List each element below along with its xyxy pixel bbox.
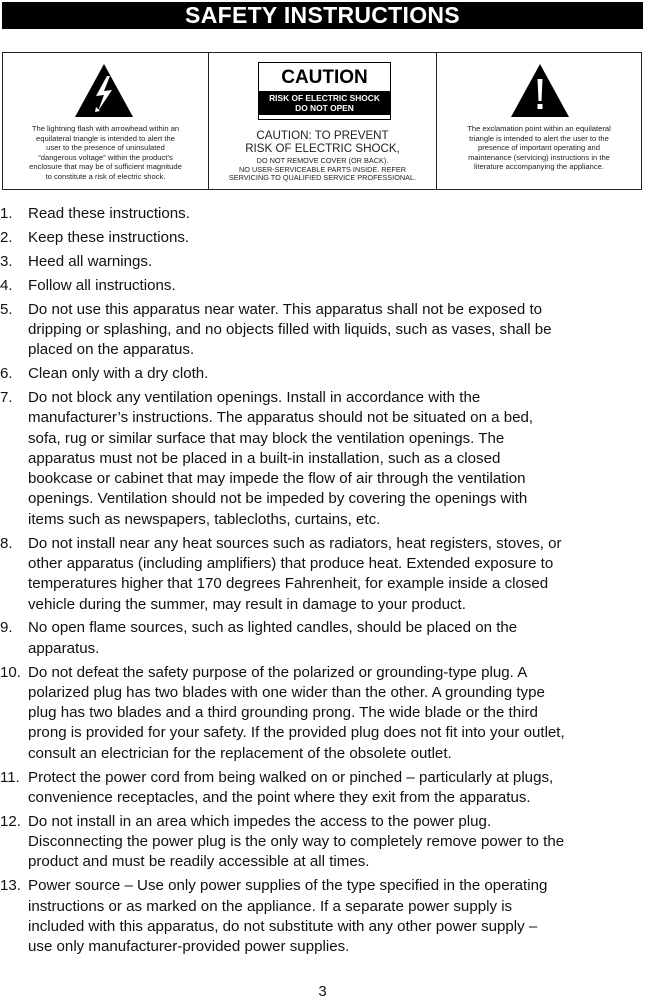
instruction-item bbox=[0, 300, 645, 361]
caution-small-line: DO NOT REMOVE COVER (OR BACK). bbox=[256, 156, 389, 165]
instruction-item bbox=[0, 276, 645, 296]
caption-line: enclosure that may be of sufficient magnitude bbox=[29, 162, 182, 172]
instruction-text bbox=[28, 252, 645, 272]
instruction-line: Follow all instructions. bbox=[28, 276, 176, 294]
instruction-line: other apparatus (including amplifiers) that produce heat. Extended exposure to bbox=[28, 554, 554, 572]
instruction-line: use only manufacturer-provided power supplies. bbox=[28, 938, 350, 956]
instruction-text bbox=[28, 812, 645, 873]
lightning-caption bbox=[7, 124, 204, 182]
instruction-number: 11. bbox=[0, 768, 20, 786]
caution-text bbox=[209, 129, 436, 155]
instruction-line: openings. Ventilation should not be impeded by covering the openings with bbox=[28, 490, 528, 508]
caption-line: The lightning flash with arrowhead within an bbox=[31, 124, 180, 133]
instruction-line: manufacturer’s instructions. The apparatus should not be situated on a bed, bbox=[28, 409, 534, 427]
instruction-line: bookcase or cabinet that may impede the flow of air through the ventilation bbox=[28, 470, 526, 488]
page-number: 3 bbox=[318, 983, 327, 1000]
caption-line: equilateral triangle is intended to alert the bbox=[36, 133, 175, 143]
instruction-number: 7. bbox=[0, 388, 13, 406]
exclamation-triangle-icon bbox=[510, 63, 570, 118]
instruction-number: 1. bbox=[0, 205, 13, 222]
instruction-line: prong is provided for your safety. If the provided plug does not fit into your outlet, bbox=[28, 724, 565, 742]
caution-strip bbox=[259, 91, 390, 115]
instruction-item bbox=[0, 663, 645, 764]
caution-strip-line: RISK OF ELECTRIC SHOCK bbox=[269, 93, 380, 103]
instruction-text bbox=[28, 663, 645, 764]
instruction-number: 9. bbox=[0, 619, 13, 637]
caution-label bbox=[258, 62, 391, 120]
instruction-number: 8. bbox=[0, 534, 13, 552]
instruction-line: Do not use this apparatus near water. This apparatus shall not be exposed to bbox=[28, 300, 543, 318]
caution-panel bbox=[209, 53, 437, 189]
instruction-item bbox=[0, 812, 645, 873]
instruction-number: 12. bbox=[0, 812, 21, 830]
instruction-line: Protect the power cord from being walked on or pinched – particularly at plugs, bbox=[28, 768, 554, 786]
exclamation-warning-panel bbox=[437, 53, 641, 189]
instruction-item bbox=[0, 228, 645, 248]
instruction-text bbox=[28, 364, 645, 384]
instruction-line: Power source – Use only power supplies of the type specified in the operating bbox=[28, 877, 548, 895]
instruction-line: Clean only with a dry cloth. bbox=[28, 365, 209, 383]
instruction-line: Do not install in an area which impedes the access to the power plug. bbox=[28, 812, 492, 830]
instruction-line: included with this apparatus, do not substitute with any other power supply – bbox=[28, 917, 538, 935]
instruction-number: 6. bbox=[0, 365, 13, 383]
instruction-text bbox=[28, 618, 645, 659]
instruction-text bbox=[28, 388, 645, 530]
instruction-text bbox=[28, 276, 645, 296]
instruction-text bbox=[28, 228, 645, 248]
instructions-list bbox=[0, 204, 645, 961]
caution-text-line: RISK OF ELECTRIC SHOCK, bbox=[245, 142, 400, 155]
instruction-item bbox=[0, 252, 645, 272]
instruction-number: 4. bbox=[0, 276, 13, 294]
instruction-line: Disconnecting the power plug is the only way to completely remove power to the bbox=[28, 833, 565, 851]
caution-small-text bbox=[209, 157, 436, 183]
lightning-warning-panel bbox=[3, 53, 209, 189]
instruction-item bbox=[0, 618, 645, 659]
exclamation-caption bbox=[441, 124, 637, 172]
instruction-line: Do not install near any heat sources such as radiators, heat registers, stoves, or bbox=[28, 534, 562, 552]
instruction-line: placed on the apparatus. bbox=[28, 341, 195, 359]
instruction-line: consult an electrician for the replacement of the obsolete outlet. bbox=[28, 744, 452, 762]
instruction-number: 3. bbox=[0, 252, 13, 270]
instruction-item bbox=[0, 876, 645, 957]
lightning-triangle-icon bbox=[74, 63, 134, 118]
caption-line: triangle is intended to alert the user to the bbox=[469, 133, 609, 143]
caption-line: to constitute a risk of electric shock. bbox=[45, 171, 166, 181]
instruction-line: temperatures higher that 170 degrees Fahrenheit, for example inside a closed bbox=[28, 575, 549, 593]
instruction-number: 10. bbox=[0, 663, 21, 681]
instruction-line: Keep these instructions. bbox=[28, 228, 190, 246]
instruction-line: Do not defeat the safety purpose of the polarized or grounding-type plug. A bbox=[28, 663, 528, 681]
instruction-line: sofa, rug or similar surface that may block the ventilation openings. The bbox=[28, 429, 505, 447]
instruction-item bbox=[0, 534, 645, 615]
caution-strip-line: DO NOT OPEN bbox=[295, 102, 354, 113]
caption-line: literature accompanying the appliance. bbox=[473, 162, 605, 172]
caption-line: maintenance (servicing) instructions in the bbox=[468, 152, 610, 162]
instruction-text bbox=[28, 204, 645, 224]
instruction-line: instructions or as marked on the appliance. If a separate power supply is bbox=[28, 897, 513, 915]
instruction-item bbox=[0, 768, 645, 809]
instruction-number: 5. bbox=[0, 300, 13, 318]
instruction-text bbox=[28, 876, 645, 957]
caption-line: “dangerous voltage” within the product’s bbox=[38, 152, 173, 162]
caution-small-line: SERVICING TO QUALIFIED SERVICE PROFESSIONAL. bbox=[228, 173, 417, 183]
instruction-line: Do not block any ventilation openings. Install in accordance with the bbox=[28, 388, 481, 406]
instruction-text bbox=[28, 534, 645, 615]
page-title: SAFETY INSTRUCTIONS bbox=[2, 2, 643, 29]
instruction-item bbox=[0, 388, 645, 530]
instruction-line: No open flame sources, such as lighted candles, should be placed on the bbox=[28, 619, 518, 637]
instruction-item bbox=[0, 364, 645, 384]
instruction-line: dripping or splashing, and no objects filled with liquids, such as vases, shall be bbox=[28, 320, 552, 338]
instruction-number: 13. bbox=[0, 877, 21, 895]
instruction-text bbox=[28, 768, 645, 809]
warning-symbols-box bbox=[2, 52, 642, 190]
caption-line: presence of important operating and bbox=[477, 143, 600, 153]
instruction-item bbox=[0, 204, 645, 224]
instruction-line: convenience receptacles, and the point where they exit from the apparatus. bbox=[28, 788, 531, 806]
instruction-line: Heed all warnings. bbox=[28, 252, 153, 270]
caution-text-line: CAUTION: TO PREVENT bbox=[256, 129, 389, 142]
caution-small-line: NO USER-SERVICEABLE PARTS INSIDE. REFER bbox=[238, 164, 407, 174]
caption-line: user to the presence of uninsulated bbox=[46, 143, 165, 153]
caption-line: The exclamation point within an equilateral bbox=[467, 124, 611, 133]
instruction-line: polarized plug has two blades with one wider than the other. A grounding type bbox=[28, 683, 545, 701]
instruction-number: 2. bbox=[0, 228, 13, 246]
instruction-line: plug has two blades and a third grounding prong. The wide blade or the third bbox=[28, 704, 538, 722]
instruction-text bbox=[28, 300, 645, 361]
caution-title: CAUTION bbox=[281, 67, 368, 88]
instruction-line: vehicle during the summer, may result in damage to your product. bbox=[28, 595, 466, 613]
instruction-line: apparatus. bbox=[28, 639, 100, 657]
instruction-line: apparatus must not be placed in a built-in installation, such as a closed bbox=[28, 449, 501, 467]
instruction-line: product and must be readily accessible at all times. bbox=[28, 853, 370, 871]
instruction-line: Read these instructions. bbox=[28, 205, 190, 222]
instruction-line: items such as newspapers, tablecloths, curtains, etc. bbox=[28, 510, 381, 528]
